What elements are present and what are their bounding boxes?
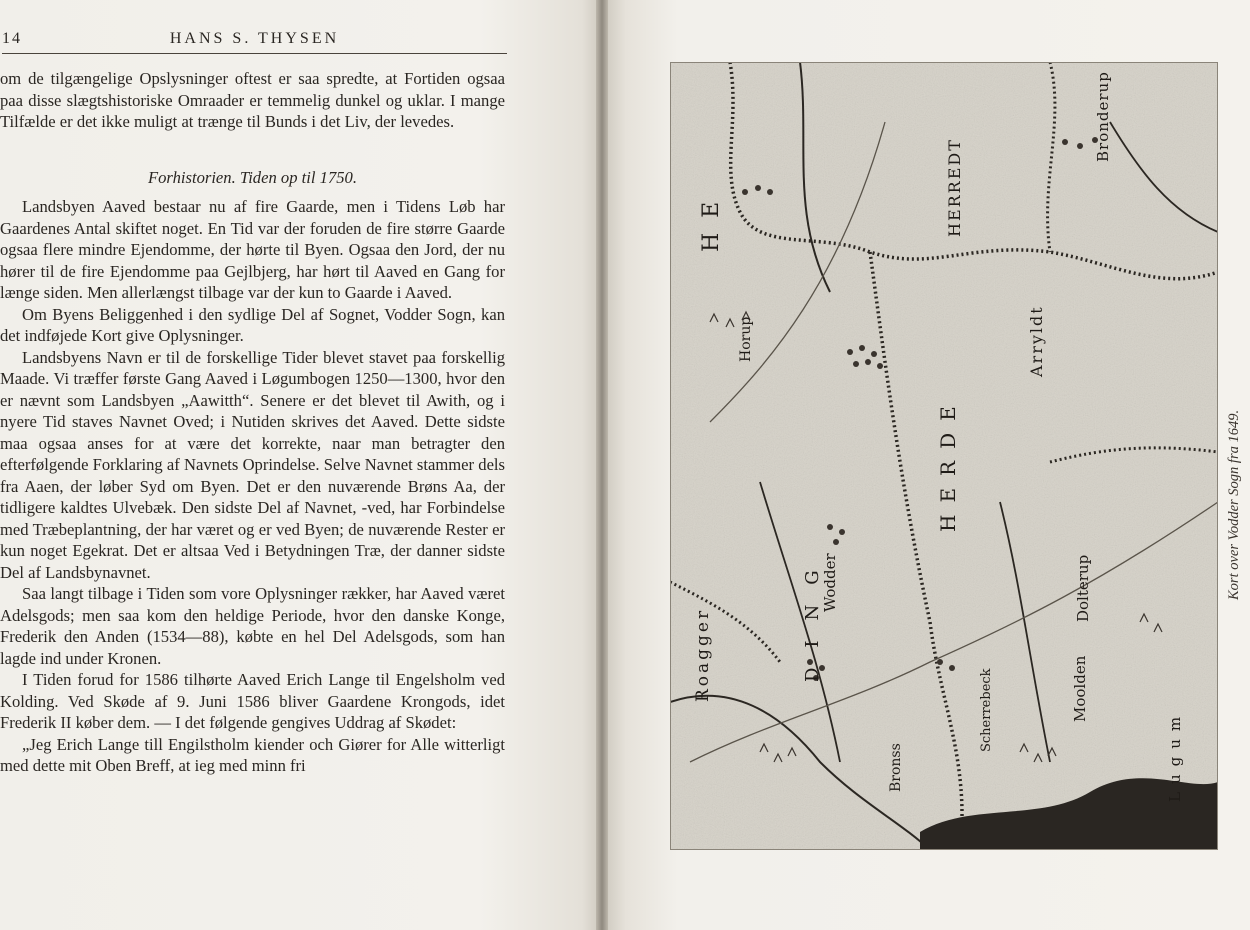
historic-map [670, 62, 1218, 850]
map-label-scherrebeck: Scherrebeck [979, 668, 994, 752]
header-rule [2, 53, 507, 54]
map-label-dolterup: Dolterup [1074, 554, 1092, 622]
map-label-bronderup: Bronderup [1094, 71, 1112, 162]
book-gutter [596, 0, 608, 930]
section-heading: Forhistorien. Tiden op til 1750. [148, 167, 357, 187]
paragraph: Saa langt tilbage i Tiden som vore Oplysninger rækker, har Aaved været Adelsgods; men saa kom den heldige Periode, hvor den danske Konge, Frederik den Anden (1534—88), købte en hel Del Adelsgods, som han lagde ind under Kronen. [0, 584, 505, 668]
map-label-h: H E [699, 197, 724, 252]
running-head-title: HANS S. THYSEN [169, 30, 340, 47]
map-label-ding: DING [802, 550, 823, 682]
map-label-herde: HERDE [936, 394, 960, 532]
body-text [0, 68, 505, 777]
paragraph: Landsbyens Navn er til de forskellige Tider blevet stavet paa forskellig Maade. Vi træffer første Gang Aaved i Løgumbogen 1250—1300, hvor den er nævnt som Landsbyen „Aawitth“. Senere er det blevet til Awith, og i nyere Tid staves Navnet Oved; i Nutiden skrives det Aaved. Dette sidste maa ogsaa anses for at være det korrekte, naar man betragter den efterfølgende Forklaring af Navnets Oprindelse. Selve Navnet stammer dels fra Aaen, der løber Syd om Byen. Det er den nuværende Brøns Aa, der tidligere kaldtes Ulvebæk. Den sidste Del af Navnet, -ved, har Forbindelse med Træbeplantning, der har været og er ved Byen; de nuværende Rester er kun noget Egekrat. Det er altsaa Ved i Betydningen Træ, der danner sidste Del af Landsbynavnet. [0, 347, 505, 582]
map-label-bronss: Bronss [888, 743, 904, 792]
map-label-arryldt: Arryldt [1027, 305, 1046, 377]
map-label-moolden: Moolden [1071, 655, 1089, 722]
intro-paragraph: om de tilgængelige Opslysninger oftest er saa spredte, at Fortiden ogsaa paa disse slægtshistoriske Omraader er temmelig dunkel og uklar. I mange Tilfælde er det ikke muligt at trænge til Bunds i det Liv, der levedes. [0, 69, 505, 131]
map-label-roagger: Roagger [693, 607, 713, 702]
running-header [2, 30, 507, 52]
paragraph: „Jeg Erich Lange till Engilstholm kiender och Giører for Alle witterligt med dette mit Oben Breff, at ieg med minn fri [0, 734, 505, 775]
map-label-herredt: HERREDT [945, 138, 964, 237]
paragraph: Landsbyen Aaved bestaar nu af fire Gaarde, men i Tidens Løb har Gaardenes Antal skiftet noget. En Tid var der foruden de fire større Gaarde ogsaa flere mindre Ejendomme, der hørte til Byen. Ogsaa den Jord, der nu hører til de fire Ejendomme paa Gejlbjerg, har hørt til Aaved en Gang for længe siden. Men allerlængst tilbage var der kun to Gaarde i Aaved. [0, 197, 505, 302]
map-label-wodder: Wodder [821, 553, 839, 612]
map-drawing [670, 62, 1218, 850]
paragraph: I Tiden forud for 1586 tilhørte Aaved Erich Lange til Engelsholm ved Kolding. Ved Skøde af 9. Juni 1586 bliver Gaardene Krongods, idet Frederik II køber dem. — I det følgende gengives Uddrag af Skødet: [0, 670, 505, 732]
page-number: 14 [2, 30, 22, 47]
map-caption-text: Kort over Vodder Sogn fra 1649. [1226, 409, 1242, 600]
map-label-horup: Horup [738, 316, 754, 362]
paragraph: Om Byens Beliggenhed i den sydlige Del af Sognet, Vodder Sogn, kan det indføjede Kort give Oplysninger. [0, 304, 505, 345]
map-label-lugum: Lugum [1166, 708, 1184, 802]
